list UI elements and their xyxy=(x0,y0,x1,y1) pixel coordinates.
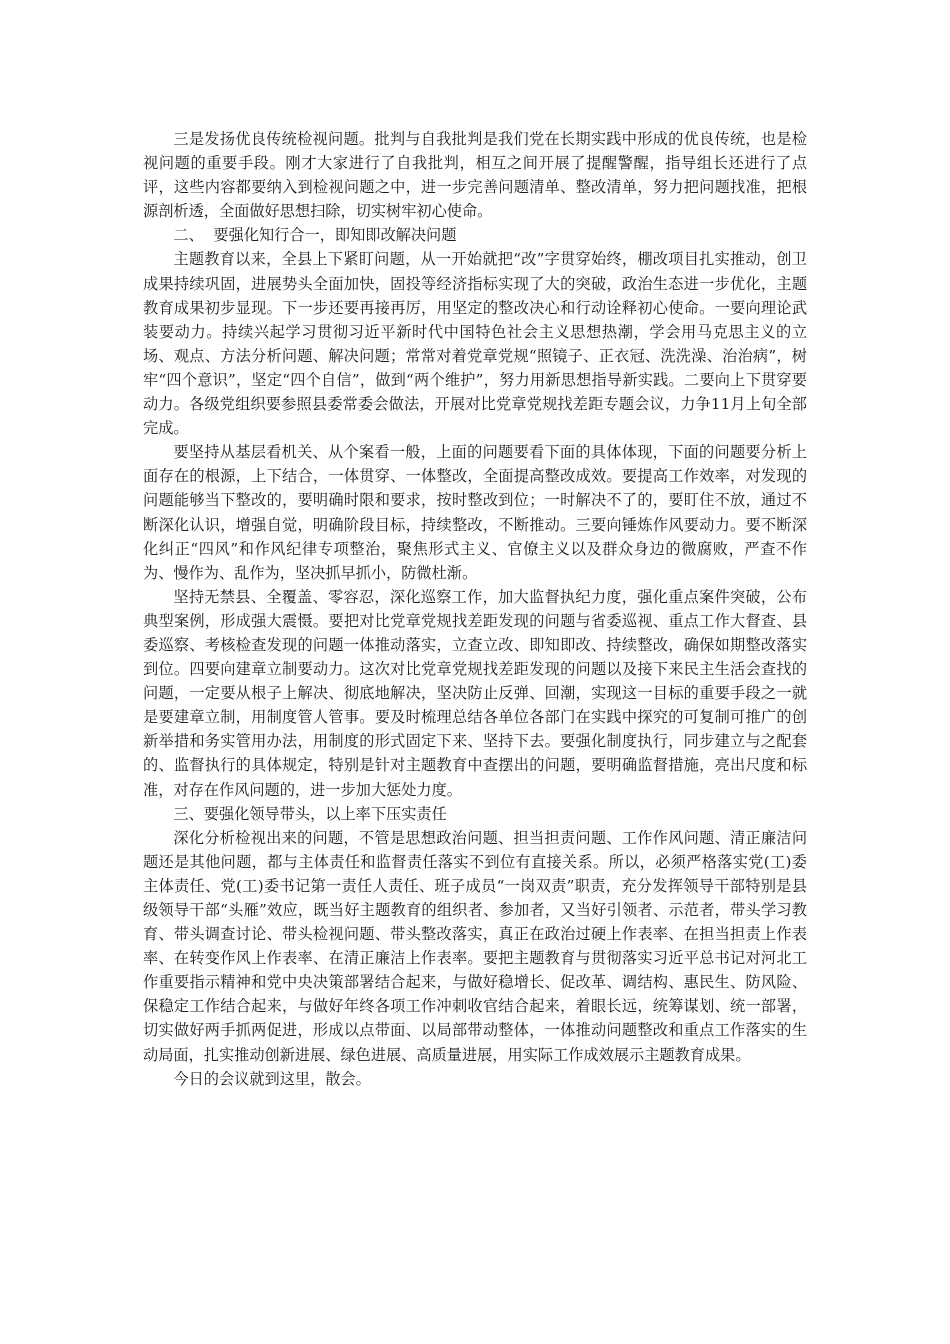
paragraph-rectification: 主题教育以来，全县上下紧盯问题，从一开始就把“改”字贯穿始终，棚改项目扎实推动，创卫成果持续巩固，进展势头全面加快，固投等经济指标实现了大的突破，政治生态进一步优化，主题教育成果初步显现。下一步还要再接再厉，用坚定的整改决心和行动诠释初心使命。一要向理论武装要动力。持续兴起学习贯彻习近平新时代中国特色社会主义思想热潮，学会用马克思主义的立场、观点、方法分析问题、解决问题；常常对着党章党规“照镜子、正衣冠、洗洗澡、治治病”，树牢“四个意识”，坚定“四个自信”，做到“两个维护”，努力用新思想指导新实践。二要向上下贯穿要动力。各级党组织要参照县委常委会做法，开展对比党章党规找差距专题会议，力争11月上旬全部完成。 xyxy=(143,250,807,438)
paragraph-grassroots: 要坚持从基层看机关、从个案看一般，上面的问题要看下面的具体体现，下面的问题要分析上面存在的根源，上下结合，一体贯穿、一体整改，全面提高整改成效。要提高工作效率，对发现的问题能够当下整改的，要明确时限和要求，按时整改到位；一时解决不了的，要盯住不放，通过不断深化认识，增强自觉，明确阶段目标，持续整改，不断推动。三要向锤炼作风要动力。要不断深化纠正“四风”和作风纪律专项整治，聚焦形式主义、官僚主义以及群众身边的微腐败，严查不作为、慢作为、乱作为，坚决抓早抓小，防微杜渐。 xyxy=(143,443,807,582)
section-heading-three: 三、要强化领导带头，以上率下压实责任 xyxy=(173,804,447,823)
paragraph-responsibility: 深化分析检视出来的问题，不管是思想政治问题、担当担责问题、工作作风问题、清正廉洁问题还是其他问题，都与主体责任和监督责任落实不到位有直接关系。所以，必须严格落实党(工)委主体责任、党(工)委书记第一责任人责任、班子成员“一岗双责”职责，充分发挥领导干部特别是县级领导干部“头雁”效应，既当好主题教育的组织者、参加者，又当好引领者、示范者，带头学习教育、带头调查讨论、带头检视问题、带头整改落实，真正在政治过硬上作表率、在担当担责上作表率、在转变作风上作表率、在清正廉洁上作表率。要把主题教育与贯彻落实习近平总书记对河北工作重要指示精神和党中央决策部署结合起来，与做好稳增长、促改革、调结构、惠民生、防风险、保稳定工作结合起来，与做好年终各项工作冲刺收官结合起来，着眼长远，统筹谋划、统一部署，切实做好两手抓两促进，形成以点带面、以局部带动整体，一体推动问题整改和重点工作落实的生动局面，扎实推动创新进展、绿色进展、高质量进展，用实际工作成效展示主题教育成果。 xyxy=(143,828,807,1064)
paragraph-closing: 今日的会议就到这里，散会。 xyxy=(173,1069,371,1088)
paragraph-inspection: 坚持无禁县、全覆盖、零容忍，深化巡察工作，加大监督执纪力度，强化重点案件突破，公布典型案例，形成强大震慑。要把对比党章党规找差距发现的问题与省委巡视、重点工作大督查、县委巡察、考核检查发现的问题一体推动落实，立查立改、即知即改、持续整改，确保如期整改落实到位。四要向建章立制要动力。这次对比党章党规找差距发现的问题以及接下来民主生活会查找的问题，一定要从根子上解决、彻底地解决，坚决防止反弹、回潮，实现这一目标的重要手段之一就是要建章立制，用制度管人管事。要及时梳理总结各单位各部门在实践中探究的可复制可推广的创新举措和务实管用办法，用制度的形式固定下来、坚持下去。要强化制度执行，同步建立与之配套的、监督执行的具体规定，特别是针对主题教育中查摆出的问题，要明确监督措施，亮出尺度和标准，对存在作风问题的，进一步加大惩处力度。 xyxy=(143,587,807,799)
section-heading-two: 二、 要强化知行合一，即知即改解决问题 xyxy=(173,226,457,245)
paragraph-tradition: 三是发扬优良传统检视问题。批判与自我批判是我们党在长期实践中形成的优良传统，也是检视问题的重要手段。刚才大家进行了自我批判，相互之间开展了提醒警醒，指导组长还进行了点评，这些内容都要纳入到检视问题之中，进一步完善问题清单、整改清单，努力把问题找准，把根源剖析透，全面做好思想扫除，切实树牢初心使命。 xyxy=(143,130,807,221)
document-body xyxy=(143,127,807,1091)
